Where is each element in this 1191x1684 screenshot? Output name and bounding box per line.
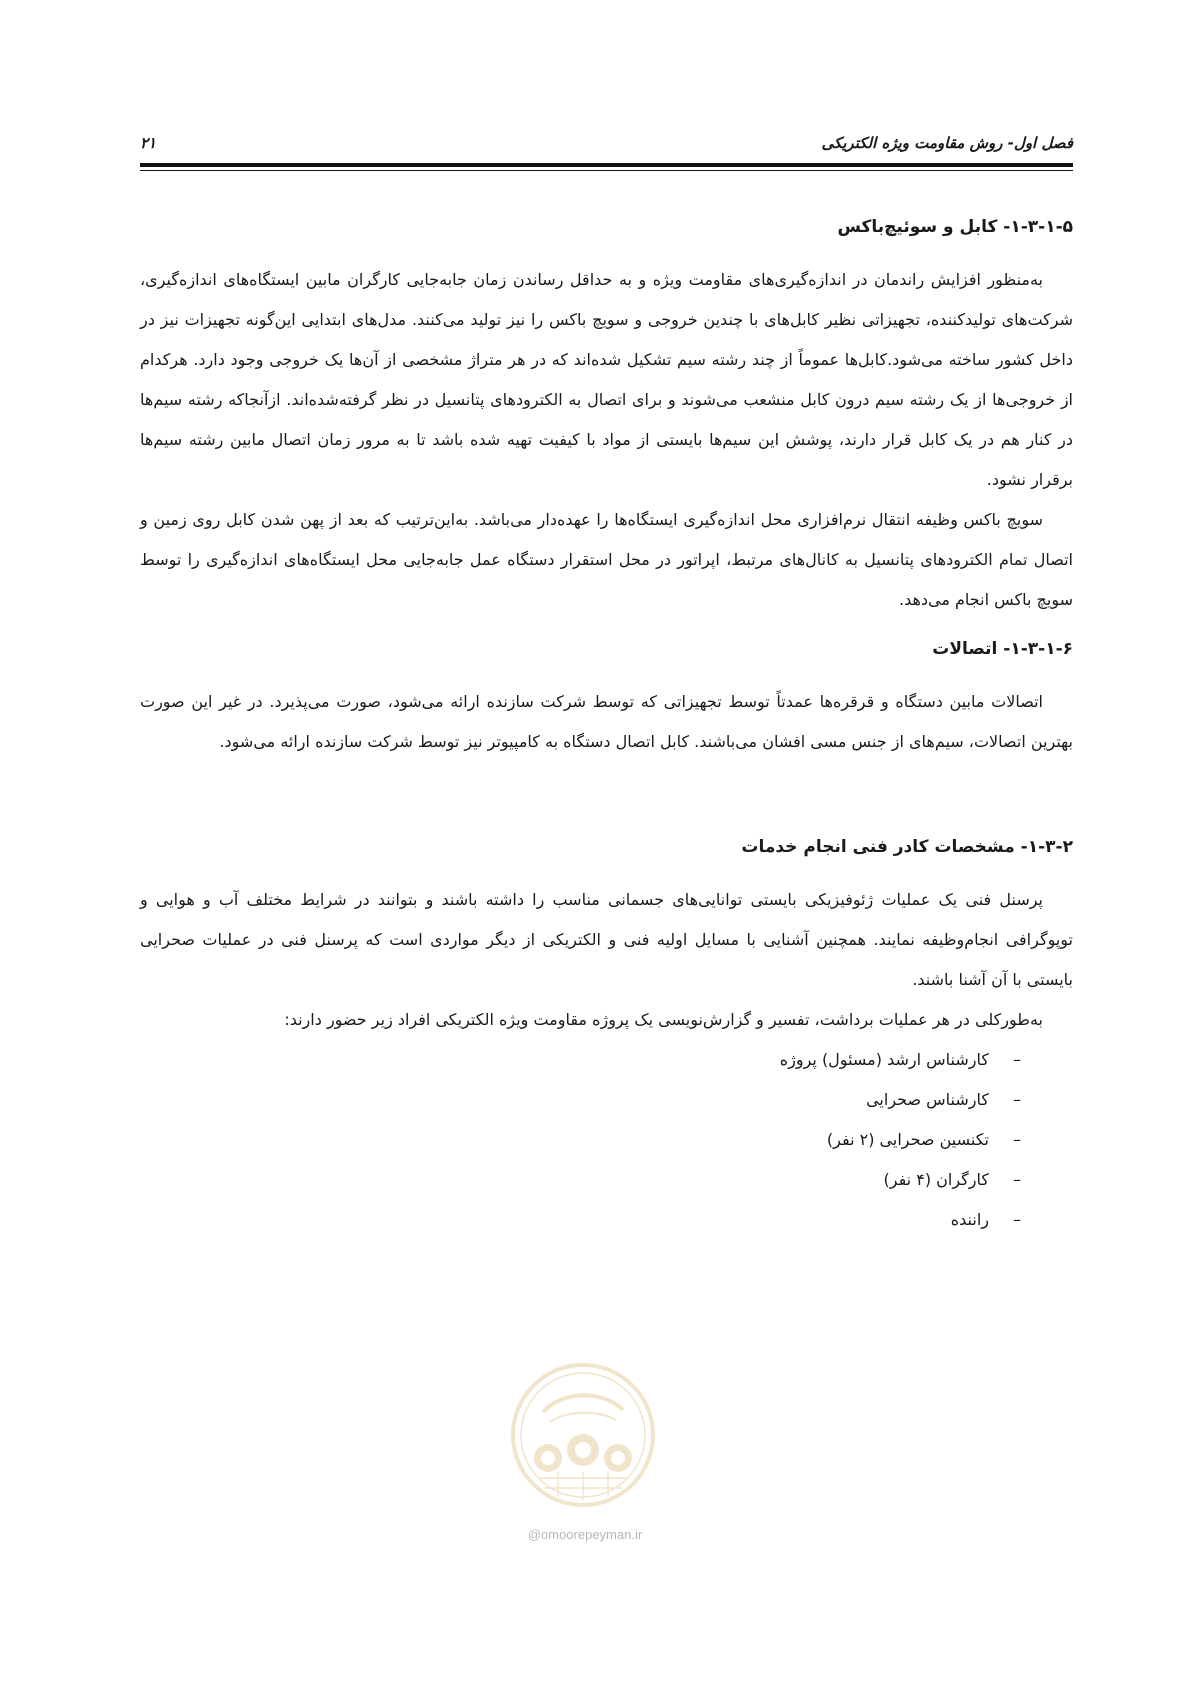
page-number: ۲۱: [140, 134, 157, 152]
list-dash: –: [1013, 1090, 1021, 1109]
list-dash: –: [1013, 1130, 1021, 1149]
page-header: [140, 128, 1073, 158]
list-item-text: کارگران (۴ نفر): [883, 1170, 989, 1189]
list-item: [140, 1160, 1021, 1200]
paragraph-cable-1: به‌منظور افزایش راندمان در اندازه‌گیری‌های مقاومت ویژه و به حداقل رساندن زمان جابه‌جایی کارگران مابین ایستگاه‌های اندازه‌گیری، شرکت‌های تولیدکننده، تجهیزاتی نظیر کابل‌های با چندین خروجی و سویچ باکس را نیز تولید می‌کنند. مدل‌های ابتدایی این‌گونه تجهیزات نیز در داخل کشور ساخته می‌شود.کابل‌ها عموماً از چند رشته سیم تشکیل شده‌اند که در هر متراژ مشخصی از آن‌ها یک خروجی وجود دارد. هرکدام از خروجی‌ها از یک رشته سیم درون کابل منشعب می‌شوند و برای اتصال به الکترودهای پتانسیل در نظر گرفته‌شده‌اند. ازآنجاکه رشته سیم‌ها در کنار هم در یک کابل قرار دارند، پوشش این سیم‌ها بایستی از مواد با کیفیت تهیه شده باشد تا به مرور زمان اتصال مابین رشته سیم‌ها برقرار نشود.: [140, 270, 1073, 489]
list-item: [140, 1200, 1021, 1240]
watermark-url: @omoorepeyman.ir: [527, 1527, 643, 1542]
paragraph-cable-2: سویچ باکس وظیفه انتقال نرم‌افزاری محل اندازه‌گیری ایستگاه‌ها را عهده‌دار می‌باشد. به‌این‌ترتیب که بعد از پهن شدن کابل روی زمین و اتصال تمام الکترودهای پتانسیل به کانال‌های مرتبط، اپراتور در محل استقرار دستگاه عمل جابه‌جایی محل ایستگاه‌های اندازه‌گیری را توسط سویچ باکس انجام می‌دهد.: [140, 510, 1073, 609]
paragraph-staff-1: پرسنل فنی یک عملیات ژئوفیزیکی بایستی توانایی‌های جسمانی مناسب را داشته باشند و بتوانند در شرایط مختلف آب و هوایی و توپوگرافی انجام‌وظیفه نمایند. همچنین آشنایی با مسایل اولیه فنی و الکتریکی از دیگر مواردی است که پرسنل فنی در عملیات صحرایی بایستی با آن آشنا باشند.: [140, 890, 1073, 989]
paragraph-staff-2: به‌طورکلی در هر عملیات برداشت، تفسیر و گزارش‌نویسی یک پروژه مقاومت ویژه الکتریکی افراد زیر حضور دارند:: [284, 1010, 1043, 1029]
paragraph-connections-1: اتصالات مابین دستگاه و قرقره‌ها عمدتاً توسط تجهیزاتی که توسط شرکت سازنده ارائه می‌شود، صورت می‌پذیرد. در غیر این صورت بهترین اتصالات، سیم‌های از جنس مسی افشان می‌باشند. کابل اتصال دستگاه به کامپیوتر نیز توسط شرکت سازنده ارائه می‌شود.: [140, 692, 1073, 751]
chapter-title: فصل اول- روش مقاومت ویژه الکتریکی: [821, 134, 1073, 152]
list-item-text: تکنسین صحرایی (۲ نفر): [826, 1130, 989, 1149]
list-item: [140, 1120, 1021, 1160]
watermark-logo: [508, 1360, 658, 1510]
list-dash: –: [1013, 1210, 1021, 1229]
list-item-text: کارشناس ارشد (مسئول) پروژه: [779, 1050, 989, 1069]
list-item: [140, 1040, 1021, 1080]
staff-list: [140, 1040, 1073, 1240]
list-item-text: راننده: [950, 1210, 989, 1229]
section-heading-cable: ۱-۳-۱-۵- کابل و سوئیچ‌باکس: [837, 217, 1073, 237]
header-rule-thin: [140, 170, 1073, 171]
header-rule-thick: [140, 163, 1073, 167]
list-dash: –: [1013, 1050, 1021, 1069]
section-heading-connections: ۱-۳-۱-۶- اتصالات: [932, 639, 1073, 659]
list-dash: –: [1013, 1170, 1021, 1189]
page-body: [140, 212, 1073, 1240]
section-heading-staff: ۱-۳-۲- مشخصات کادر فنی انجام خدمات: [741, 837, 1073, 857]
list-item: [140, 1080, 1021, 1120]
list-item-text: کارشناس صحرایی: [866, 1090, 989, 1109]
